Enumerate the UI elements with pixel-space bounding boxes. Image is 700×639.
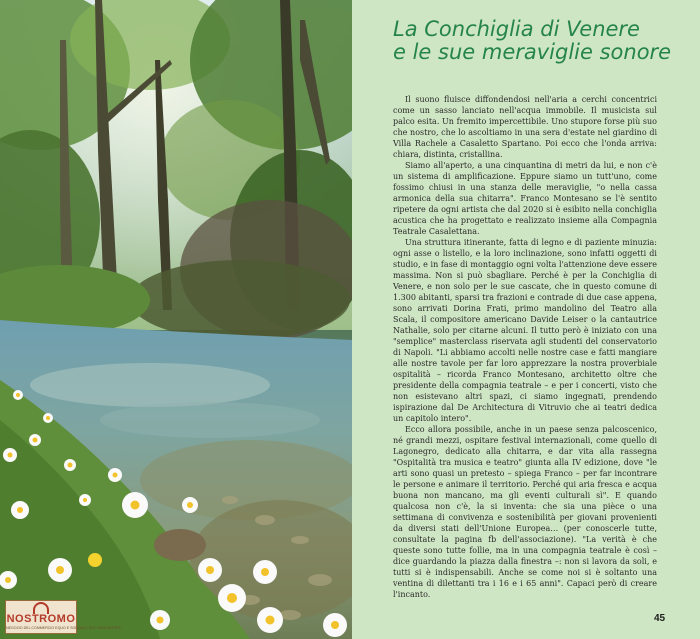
article-title	[393, 18, 693, 64]
nostromo-logo	[5, 600, 122, 634]
paragraph: Ecco allora possibile, anche in un paese senza palcoscenico, né grandi mezzi, ospitare festival internazionali, come quello di Lagonegro, dedicato alla chitarra, e dar vita alla rassegna "Ospitalità tra musica e teatro" giunta alla IV edizione, dove "le arti sono quasi un pretesto – spiega Franco – per far incontrare le persone e animare il territorio. Perché qui aria fresca e acqua buona non mancano, ma gli eventi culturali sì". E quando qualcosa non c'è, la si inventa: che sia una pièce o una settimana di convivenza e sostenibilità per giovani provenienti da diversi stati dell'Unione Europea… (per conoscerle tutte, consultate la pagina fb dell'associazione). "La verità è che queste sono tutte follie, ma in una compagnia teatrale è così – dice guardando la piazza dalla finestra –: non si lavora da soli, e tutti si è indispensabili. Anche se come noi si è soltanto una ventina di dilettanti tra i 16 e i 65 anni". Capaci però di creare l'incanto.	[393, 425, 657, 599]
title-line-1: La Conchiglia di Venere	[393, 17, 640, 41]
paragraph: Siamo all'aperto, a una cinquantina di metri da lui, e non c'è un sistema di amplificazione. Eppure siamo un tutt'uno, come fossimo chiusi in una stanza delle meraviglie, "o nella cassa armonica della sua chitarra". Franco Montesano se l'è sentito ripetere da ogni artista che dal 2020 si è esibito nella conchiglia acustica che ha progettato e realizzato insieme alla Compagnia Teatrale Casalettana.	[393, 161, 657, 236]
paragraph: Il suono fluisce diffondendosi nell'aria a cerchi concentrici come un sasso lanciato nell'acqua immobile. Il musicista sul palco esita. Un fremito impercettibile. Uno stupore forse più suo che nostro, che lo ascoltiamo in una sera d'estate nel giardino di Villa Rachele a Casaletto Spartano. Poi ecco che l'onda arriva: chiara, distinta, cristallina.	[393, 95, 657, 159]
article-page	[352, 0, 700, 639]
title-line-2: e le sue meraviglie sonore	[393, 40, 672, 64]
article-body	[393, 94, 657, 600]
page-number: 45	[654, 613, 666, 624]
paragraph: Una struttura itinerante, fatta di legno e di paziente minuzia: ogni asse o listello, e la loro inclinazione, sono infatti oggetti di studio, e in fase di montaggio ogni volta l'attenzione deve essere massima. Non si può sbagliare. Perché è per la Conchiglia di Venere, e non solo per le sue cascate, che in questo comune di 1.300 abitanti, sparsi tra frazioni e contrade di due case appena, sono arrivati Dorina Frati, primo mandolino del Teatro alla Scala, il compositore americano Davide Leiser o la cantautrice Nathalie, solo per citarne alcuni. Il tutto però è iniziato con una "semplice" masterclass riservata agli studenti del conservatorio di Napoli. "Li abbiamo accolti nelle nostre case e fatti mangiare alle nostre tavole per far loro apprezzare la nostra proverbiale ospitalità – ricorda Franco Montesano, architetto oltre che presidente della compagnia teatrale – e per i concerti, visto che non esistevano altri spazi, ci siamo ingegnati, prendendo ispirazione dal De Architectura di Vitruvio che ai teatri dedica un capitolo intero".	[393, 238, 657, 423]
logo-tagline: NEGOZIO DEL COMMERCIO EQUO E SOLIDALE DEL VIAGGIATORE	[6, 626, 122, 630]
logo-name: NOSTROMO	[6, 613, 76, 625]
